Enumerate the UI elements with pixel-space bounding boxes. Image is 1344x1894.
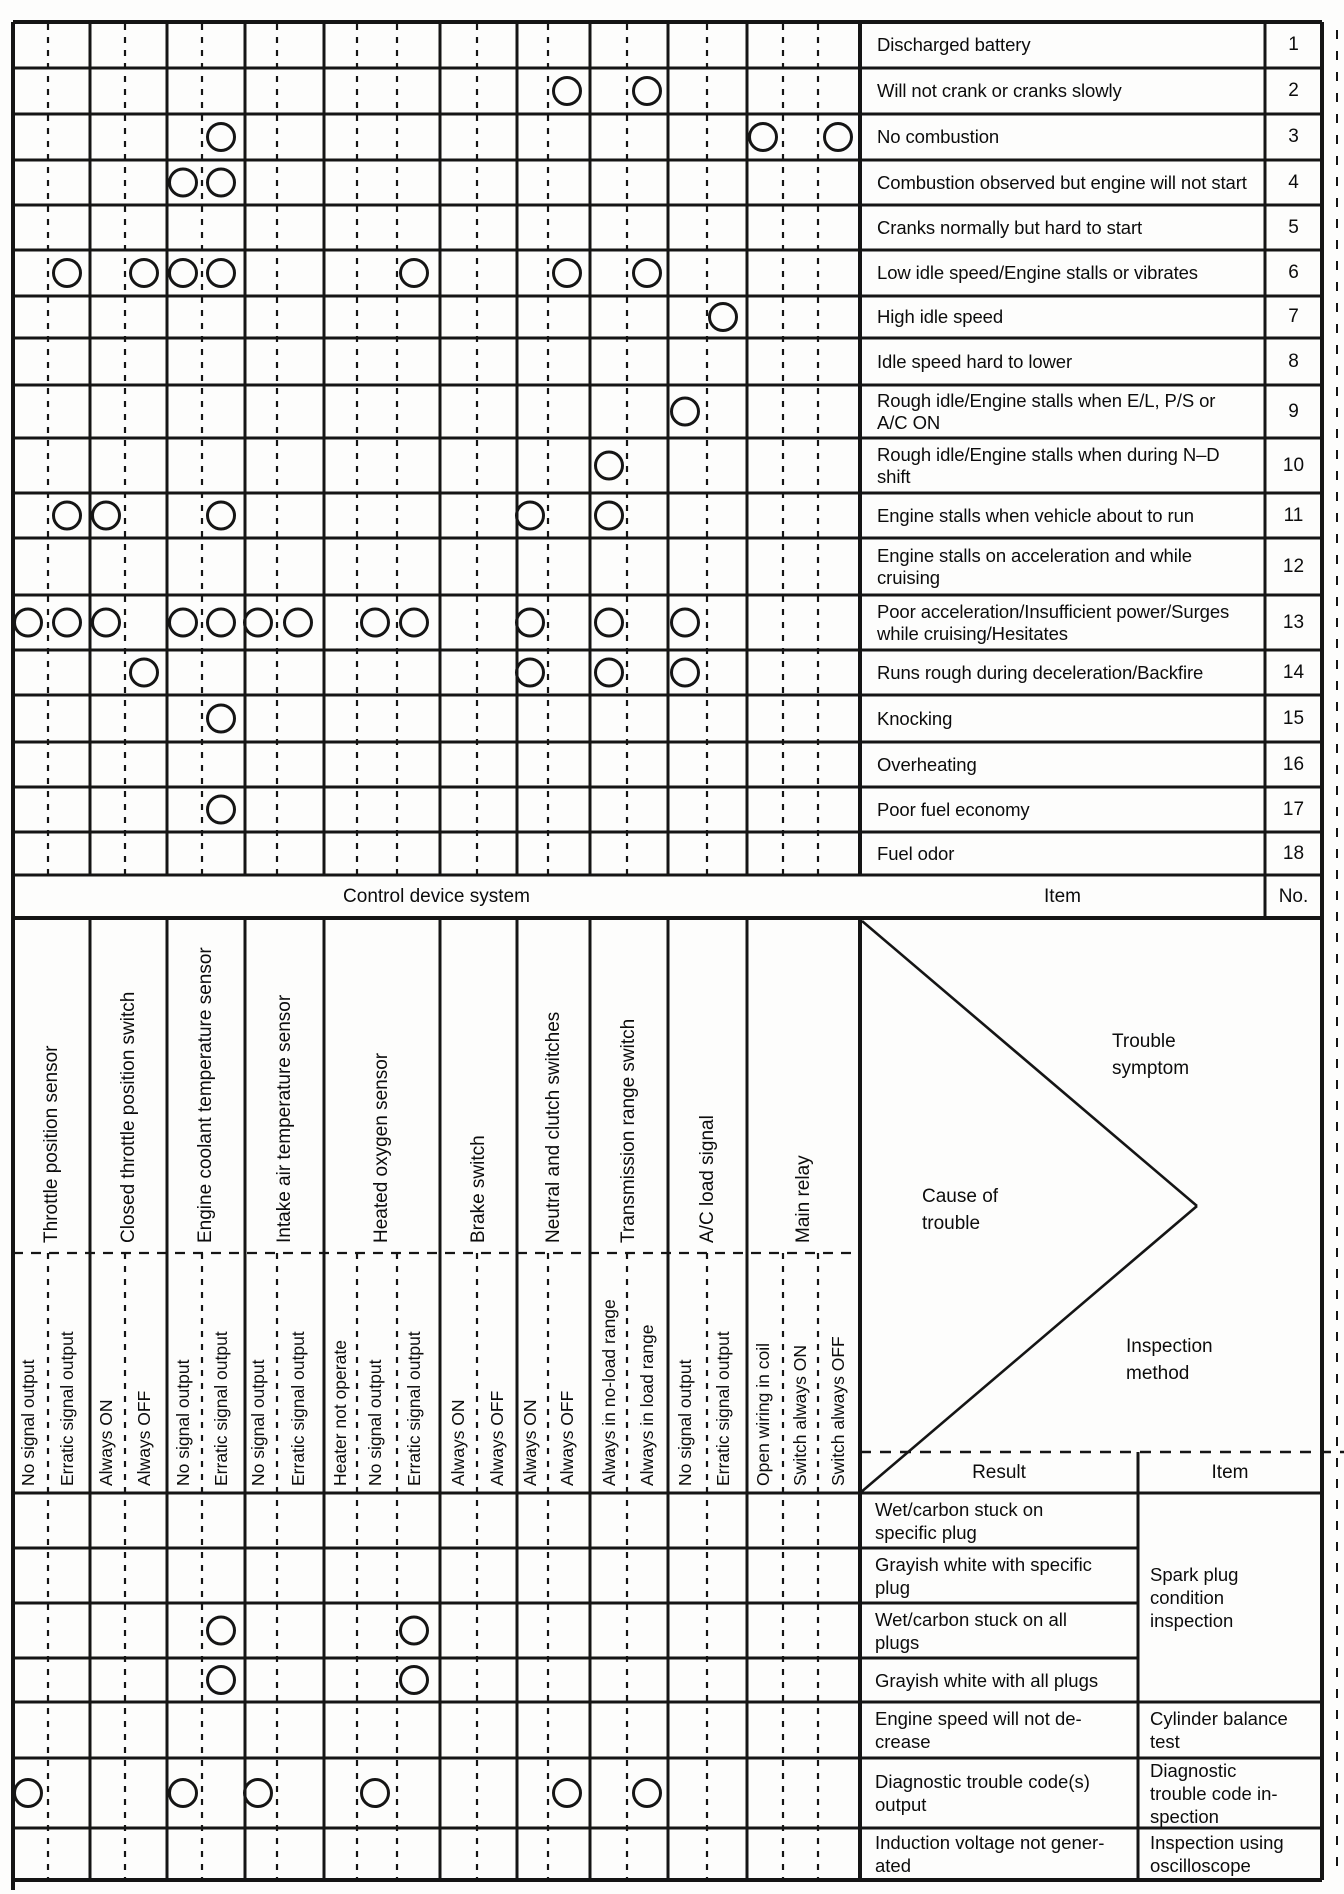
symptom-label: High idle speed <box>877 306 1004 327</box>
column-group-label: Neutral and clutch switches <box>542 1011 564 1243</box>
mark-circle <box>401 1667 428 1694</box>
column-sub-label: Erratic signal output <box>404 1331 424 1486</box>
mark-circle <box>170 609 197 636</box>
symptom-number: 4 <box>1288 171 1299 193</box>
column-sub-label: Erratic signal output <box>713 1331 733 1486</box>
inspection-result-label: Grayish white with all plugs <box>875 1669 1099 1691</box>
mark-circle <box>15 609 42 636</box>
column-sub-label: No signal output <box>248 1359 268 1486</box>
result-header: Result <box>972 1461 1026 1483</box>
mark-circle <box>634 260 661 287</box>
mark-circle <box>554 78 581 105</box>
mark-circle <box>93 609 120 636</box>
symptom-label: Engine stalls when vehicle about to run <box>877 504 1194 526</box>
mark-circle <box>750 124 777 151</box>
symptom-number: 8 <box>1288 350 1299 372</box>
symptom-number: 14 <box>1282 661 1305 683</box>
mark-circle <box>15 1780 42 1807</box>
mark-circle <box>208 124 235 151</box>
mark-circle <box>54 609 81 636</box>
symptom-number: 13 <box>1282 611 1305 633</box>
mark-circle <box>401 609 428 636</box>
mark-circle <box>672 609 699 636</box>
mark-circle <box>208 609 235 636</box>
mark-circle <box>825 124 852 151</box>
symptom-label: Overheating <box>877 753 977 775</box>
mark-circle <box>208 169 235 196</box>
inspection-item-label: Diagnostic trouble code in- spection <box>1150 1759 1278 1827</box>
column-group-label: Main relay <box>792 1155 814 1243</box>
mark-circle <box>596 659 623 686</box>
symptom-label: Discharged battery <box>877 34 1031 55</box>
symptom-label: Will not crank or cranks slowly <box>877 80 1122 101</box>
mark-circle <box>131 260 158 287</box>
column-sub-label: No signal output <box>18 1359 38 1486</box>
mark-circle <box>634 1780 661 1807</box>
mark-circle <box>54 502 81 529</box>
symptom-label: Low idle speed/Engine stalls or vibrates <box>877 262 1198 283</box>
symptom-number: 10 <box>1282 454 1305 476</box>
column-group-label: Transmission range switch <box>618 1018 639 1243</box>
inspection-item-label: Cylinder balance test <box>1150 1708 1288 1752</box>
mark-circle <box>208 705 235 732</box>
mark-circle <box>245 1780 272 1807</box>
column-sub-label: Always in no-load range <box>599 1299 619 1486</box>
control-device-system-header: Control device system <box>343 885 530 907</box>
column-sub-label: No signal output <box>365 1359 385 1486</box>
column-group-label: Intake air temperature sensor <box>273 994 295 1243</box>
mark-circle <box>672 659 699 686</box>
symptom-label: No combustion <box>877 126 1000 147</box>
symptom-label: Rough idle/Engine stalls when E/L, P/S or A/C ON <box>877 389 1216 433</box>
column-sub-label: Always OFF <box>134 1390 154 1486</box>
mark-circle <box>245 609 272 636</box>
symptom-number: 16 <box>1282 753 1305 775</box>
symptom-label: Fuel odor <box>877 842 955 864</box>
column-sub-label: Always OFF <box>487 1390 507 1486</box>
inspection-method-label: Inspection method <box>1126 1336 1213 1384</box>
no-header: No. <box>1278 885 1309 907</box>
column-sub-label: Always ON <box>448 1399 468 1486</box>
column-sub-label: Always ON <box>96 1399 116 1486</box>
mark-circle <box>710 304 737 331</box>
mark-circle <box>362 609 389 636</box>
column-sub-label: Always ON <box>520 1399 540 1486</box>
column-group-label: Brake switch <box>467 1135 489 1243</box>
mark-circle <box>208 502 235 529</box>
mark-circle <box>362 1780 389 1807</box>
item-header: Item <box>1044 885 1081 907</box>
symptom-number: 5 <box>1288 216 1299 238</box>
symptom-label: Idle speed hard to lower <box>877 350 1073 372</box>
column-group-label: Heated oxygen sensor <box>371 1052 392 1243</box>
inspection-item-label: Spark plug condition inspection <box>1150 1564 1239 1631</box>
column-group-label: Engine coolant temperature sensor <box>195 947 216 1243</box>
column-group-label: Throttle position sensor <box>40 1045 62 1243</box>
symptom-label: Runs rough during deceleration/Backfire <box>877 661 1204 683</box>
mark-circle <box>131 659 158 686</box>
mark-circle <box>596 609 623 636</box>
mark-circle <box>517 659 544 686</box>
trouble-symptom-label: Trouble symptom <box>1112 1031 1190 1079</box>
column-sub-label: Open wiring in coil <box>753 1343 773 1486</box>
column-sub-label: Heater not operate <box>330 1340 350 1486</box>
column-sub-label: Erratic signal output <box>57 1331 77 1486</box>
symptom-label: Poor fuel economy <box>877 798 1030 820</box>
symptom-number: 18 <box>1282 842 1305 864</box>
mark-circle <box>634 78 661 105</box>
inspection-result-label: Grayish white with specific plug <box>875 1553 1092 1598</box>
inspection-result-label: Wet/carbon stuck on specific plug <box>875 1498 1044 1543</box>
symptom-label: Knocking <box>877 707 953 729</box>
symptom-number: 1 <box>1288 34 1299 55</box>
mark-circle <box>672 398 699 425</box>
symptom-label: Poor acceleration/Insufficient power/Surges while cruising/Hesitates <box>877 600 1230 644</box>
mark-circle <box>401 260 428 287</box>
symptom-number: 3 <box>1288 126 1299 147</box>
symptom-number: 17 <box>1282 798 1305 820</box>
mark-circle <box>554 260 581 287</box>
symptom-label: Rough idle/Engine stalls when during N–D shift <box>877 443 1220 487</box>
symptom-number: 9 <box>1288 400 1299 422</box>
column-group-label: A/C load signal <box>696 1115 718 1243</box>
column-sub-label: Switch always ON <box>790 1344 810 1486</box>
mark-circle <box>401 1617 428 1644</box>
column-sub-label: Erratic signal output <box>211 1331 231 1486</box>
mark-circle <box>93 502 120 529</box>
mark-circle <box>208 1617 235 1644</box>
mark-circle <box>208 796 235 823</box>
cause-of-trouble-label: Cause of trouble <box>922 1186 999 1234</box>
symptom-label: Cranks normally but hard to start <box>877 216 1143 238</box>
result-item-header: Item <box>1211 1461 1249 1483</box>
mark-circle <box>596 502 623 529</box>
symptom-number: 12 <box>1282 555 1305 577</box>
column-sub-label: No signal output <box>675 1359 695 1486</box>
inspection-result-label: Engine speed will not de- crease <box>875 1708 1082 1752</box>
mark-circle <box>208 1667 235 1694</box>
column-sub-label: Switch always OFF <box>828 1336 848 1486</box>
symptom-number: 6 <box>1288 262 1299 283</box>
mark-circle <box>54 260 81 287</box>
symptom-label: Engine stalls on acceleration and while cruising <box>877 544 1192 588</box>
mark-circle <box>170 169 197 196</box>
mark-circle <box>170 1780 197 1807</box>
mark-circle <box>208 260 235 287</box>
mark-circle <box>517 609 544 636</box>
symptom-number: 2 <box>1288 80 1299 101</box>
inspection-result-label: Induction voltage not gener- ated <box>875 1832 1105 1876</box>
inspection-item-label: Inspection using oscilloscope <box>1150 1832 1284 1876</box>
column-sub-label: Always OFF <box>557 1390 577 1486</box>
mark-circle <box>285 609 312 636</box>
symptom-number: 7 <box>1288 306 1299 327</box>
column-sub-label: Erratic signal output <box>288 1331 308 1486</box>
inspection-result-label: Wet/carbon stuck on all plugs <box>875 1608 1067 1653</box>
column-group-label: Closed throttle position switch <box>117 991 139 1243</box>
column-sub-label: Always in load range <box>637 1324 657 1486</box>
symptom-label: Combustion observed but engine will not start <box>877 171 1247 193</box>
mark-circle <box>596 452 623 479</box>
mark-circle <box>554 1780 581 1807</box>
column-sub-label: No signal output <box>173 1359 193 1486</box>
mark-circle <box>517 502 544 529</box>
symptom-number: 11 <box>1283 504 1304 526</box>
mark-circle <box>170 260 197 287</box>
inspection-result-label: Diagnostic trouble code(s) output <box>875 1771 1090 1815</box>
symptom-number: 15 <box>1282 707 1305 729</box>
